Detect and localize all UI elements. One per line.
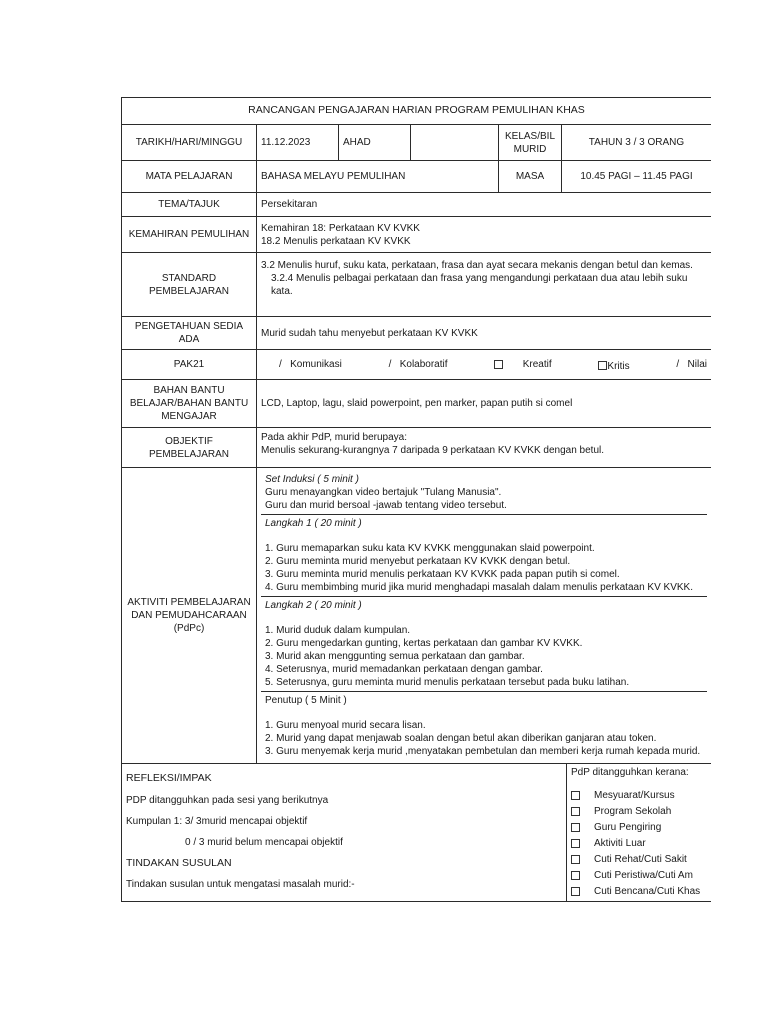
mata-pelajaran-value: BAHASA MELAYU PEMULIHAN xyxy=(257,161,499,193)
checkbox-icon xyxy=(571,839,580,848)
pak21-label: PAK21 xyxy=(122,350,257,380)
kelas-value: TAHUN 3 / 3 ORANG xyxy=(562,125,712,161)
checkbox-icon xyxy=(571,855,580,864)
set-induksi-section: Set Induksi ( 5 minit ) Guru menayangkan video bertajuk "Tulang Manusia". Guru dan murid bersoal -jawab tentang video tersebut. xyxy=(261,471,707,515)
kelas-label: KELAS/BIL MURID xyxy=(499,125,562,161)
mata-pelajaran-label: MATA PELAJARAN xyxy=(122,161,257,193)
refleksi-row xyxy=(122,764,712,902)
reason-mesyuarat: Mesyuarat/Kursus xyxy=(571,787,707,803)
checkbox-icon xyxy=(571,871,580,880)
aktiviti-label: AKTIVITI PEMBELAJARAN DAN PEMUDAHCARAAN (PdPc) xyxy=(122,468,257,764)
tarikh-date: 11.12.2023 xyxy=(257,125,339,161)
tema-value: Persekitaran xyxy=(257,193,712,217)
pak21-komunikasi: / Komunikasi xyxy=(279,359,342,370)
masa-label: MASA xyxy=(499,161,562,193)
bahan-label: BAHAN BANTU BELAJAR/BAHAN BANTU MENGAJAR xyxy=(122,380,257,428)
reason-aktiviti-luar: Aktiviti Luar xyxy=(571,835,707,851)
reason-cuti-rehat: Cuti Rehat/Cuti Sakit xyxy=(571,851,707,867)
penutup-section: Penutup ( 5 Minit ) 1. Guru menyoal murid secara lisan. 2. Murid yang dapat menjawab soalan dengan betul akan diberikan ganjaran atau token. 3. Guru menyemak kerja murid ,menyatakan pembetulan dan memberi kerja rumah kepada murid. xyxy=(265,695,701,757)
reason-cuti-bencana: Cuti Bencana/Cuti Khas xyxy=(571,883,707,899)
pengetahuan-value: Murid sudah tahu menyebut perkataan KV KVKK xyxy=(257,317,712,350)
lesson-plan-sheet xyxy=(121,97,711,931)
aktiviti-content xyxy=(257,468,712,764)
masa-value: 10.45 PAGI – 11.45 PAGI xyxy=(562,161,712,193)
document-title: RANCANGAN PENGAJARAN HARIAN PROGRAM PEMULIHAN KHAS xyxy=(122,98,712,125)
kemahiran-label: KEMAHIRAN PEMULIHAN xyxy=(122,217,257,253)
langkah2-section: Langkah 2 ( 20 minit ) 1. Murid duduk dalam kumpulan. 2. Guru mengedarkan gunting, kertas perkataan dan gambar KV KVKK. 3. Murid akan menggunting semua perkataan dan gambar. 4. Seterusnya, murid memadankan perkataan dengan gambar. 5. Seterusnya, guru meminta murid menulis perkataan tersebut pada buku latihan. xyxy=(261,597,707,692)
kemahiran-value: Kemahiran 18: Perkataan KV KVKK 18.2 Menulis perkataan KV KVKK xyxy=(257,217,712,253)
reason-program-sekolah: Program Sekolah xyxy=(571,803,707,819)
tarikh-day: AHAD xyxy=(339,125,411,161)
tindakan-line: Tindakan susulan untuk mengatasi masalah murid:- xyxy=(126,879,355,891)
pak21-kolaboratif: / Kolaboratif xyxy=(388,359,448,370)
tarikh-week xyxy=(411,125,499,161)
reason-guru-pengiring: Guru Pengiring xyxy=(571,819,707,835)
refleksi-heading: REFLEKSI/IMPAK xyxy=(126,772,212,784)
bahan-value: LCD, Laptop, lagu, slaid powerpoint, pen marker, papan putih si comel xyxy=(257,380,712,428)
tindakan-heading: TINDAKAN SUSULAN xyxy=(126,856,232,869)
langkah1-section: Langkah 1 ( 20 minit ) 1. Guru memaparkan suku kata KV KVKK menggunakan slaid powerpoint. 2. Guru meminta murid menyebut perkataan KV KVKK dengan betul. 3. Guru meminta murid menulis perkataan KV KVKK pada papan putih si comel. 4. Guru membimbing murid jika murid menghadapi masalah dalam menulis perkataan KV KVKK. xyxy=(261,515,707,597)
tema-label: TEMA/TAJUK xyxy=(122,193,257,217)
checkbox-icon xyxy=(598,361,607,370)
reason-cuti-peristiwa: Cuti Peristiwa/Cuti Am xyxy=(571,867,707,883)
pak21-kreatif: Kreatif xyxy=(494,358,551,371)
refleksi-section xyxy=(122,764,567,901)
checkbox-icon xyxy=(494,360,503,369)
objektif-label: OBJEKTIF PEMBELAJARAN xyxy=(122,428,257,468)
ditangguhkan-section xyxy=(567,764,711,901)
standard-label: STANDARD PEMBELAJARAN xyxy=(122,253,257,317)
tarikh-label: TARIKH/HARI/MINGGU xyxy=(122,125,257,161)
objektif-value: Pada akhir PdP, murid berupaya: Menulis sekurang-kurangnya 7 daripada 9 perkataan KV KVKK dengan betul. xyxy=(257,428,712,468)
pak21-kritis: Kritis xyxy=(598,357,629,373)
refleksi-line1: PDP ditangguhkan pada sesi yang berikutnya xyxy=(126,794,329,806)
checkbox-icon xyxy=(571,887,580,896)
ditangguhkan-heading: PdP ditangguhkan kerana: xyxy=(571,767,689,778)
checkbox-icon xyxy=(571,791,580,800)
standard-value: 3.2 Menulis huruf, suku kata, perkataan, frasa dan ayat secara mekanis dengan betul dan kemas. 3.2.4 Menulis pelbagai perkataan dan frasa yang mengandungi perkataan dua atau lebih suku kata. xyxy=(257,253,712,317)
pengetahuan-label: PENGETAHUAN SEDIA ADA xyxy=(122,317,257,350)
refleksi-line2: Kumpulan 1: 3/ 3murid mencapai objektif xyxy=(126,815,308,827)
pak21-options xyxy=(257,350,712,380)
pak21-nilai: / Nilai xyxy=(676,359,707,370)
lesson-plan-table xyxy=(121,97,711,902)
checkbox-icon xyxy=(571,823,580,832)
checkbox-icon xyxy=(571,807,580,816)
refleksi-line3: 0 / 3 murid belum mencapai objektif xyxy=(185,836,343,848)
